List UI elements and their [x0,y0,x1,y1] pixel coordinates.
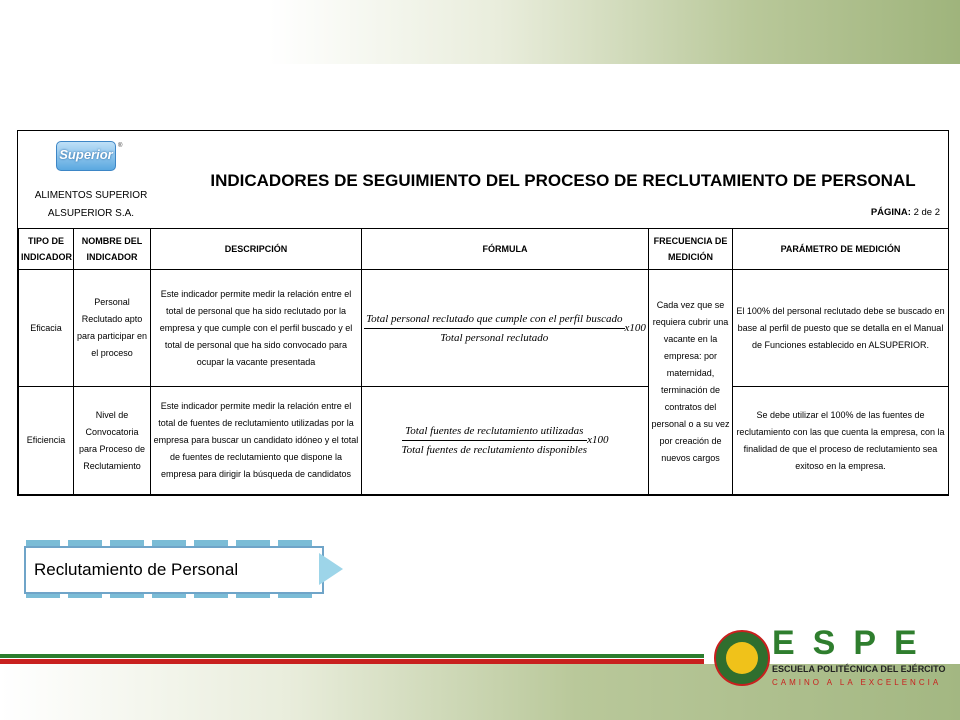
company-name [26,187,156,223]
formula-multiplier: x100 [587,434,609,446]
company-line-2: ALSUPERIOR S.A. [47,208,135,219]
header-parametro: PARÁMETRO DE MEDICIÓN [733,229,949,270]
espe-logo [706,620,946,694]
header-formula: FÓRMULA [362,229,649,270]
top-gradient-band [0,0,960,64]
header-descripcion: DESCRIPCIÓN [151,229,362,270]
formula-fraction [364,312,624,345]
arrow-tip-icon [319,553,343,585]
section-label-box [24,546,324,594]
seal-center [726,642,758,674]
page-indicator [871,207,940,218]
cell-parametro: El 100% del personal reclutado debe se buscado en base al perfil de puesto que se detalla en el Manual de Funciones establecido en ALSUPERIOR. [733,270,949,387]
formula-multiplier: x100 [624,321,646,334]
cell-descripcion: Este indicador permite medir la relación entre el total de personal que ha sido reclutado por la empresa y que cumple con el perfil buscado y el total de personal que ha sido convocado para ocupar la vacante presentada [151,270,362,387]
espe-motto: CAMINO A LA EXCELENCIA [772,678,942,687]
registered-mark-icon: ® [118,143,123,149]
formula-numerator: Total fuentes de reclutamiento utilizadas [402,424,588,441]
document-title: INDICADORES DE SEGUIMIENTO DEL PROCESO DE RECLUTAMIENTO DE PERSONAL [210,171,916,190]
section-label: Reclutamiento de Personal [34,560,239,579]
table-header-row [19,229,949,270]
formula-fraction [402,424,588,457]
header-nombre: NOMBRE DEL INDICADOR [74,229,151,270]
company-line-1: ALIMENTOS SUPERIOR [34,190,148,201]
red-rule [0,659,704,664]
cell-tipo: Eficiencia [19,387,74,495]
cell-descripcion: Este indicador permite medir la relación entre el total de fuentes de reclutamiento utilizadas por la empresa para buscar un candidato idóneo y el total de fuentes de reclutamiento que dispone la empresa para dirigir la búsqueda de candidatos [151,387,362,495]
formula-denominator: Total fuentes de reclutamiento disponibles [401,444,588,456]
page-value: 2 de 2 [913,207,940,218]
logo-text: Superior [59,147,113,162]
header-frecuencia: FRECUENCIA DE MEDICIÓN [649,229,733,270]
cell-nombre: Nivel de Convocatoria para Proceso de Reclutamiento [74,387,151,495]
page-label: PÁGINA: [870,207,911,218]
cell-tipo: Eficacia [19,270,74,387]
formula-numerator: Total personal reclutado que cumple con el perfil buscado [364,312,624,329]
table-row [19,387,949,495]
green-rule [0,654,704,658]
superior-logo [56,141,116,171]
espe-wordmark: ESPE [772,624,935,662]
seal-icon [714,630,770,686]
cell-frecuencia: Cada vez que se requiera cubrir una vacante en la empresa: por maternidad, terminación de contratos del personal o a su vez por creación de nuevos cargos [649,270,733,495]
cell-formula [362,270,649,387]
indicators-table [18,228,949,495]
cell-nombre: Personal Reclutado apto para participar en el proceso [74,270,151,387]
indicator-document [17,130,949,496]
header-tipo: TIPO DE INDICADOR [19,229,74,270]
espe-institution: ESCUELA POLITÉCNICA DEL EJÉRCITO [772,664,946,674]
formula-denominator: Total personal reclutado [440,331,549,344]
table-row [19,270,949,387]
cell-formula [362,387,649,495]
cell-parametro: Se debe utilizar el 100% de las fuentes de reclutamiento con las que cuenta la empresa, con la finalidad de que el proceso de reclutamiento sea exitoso en la empresa. [733,387,949,495]
